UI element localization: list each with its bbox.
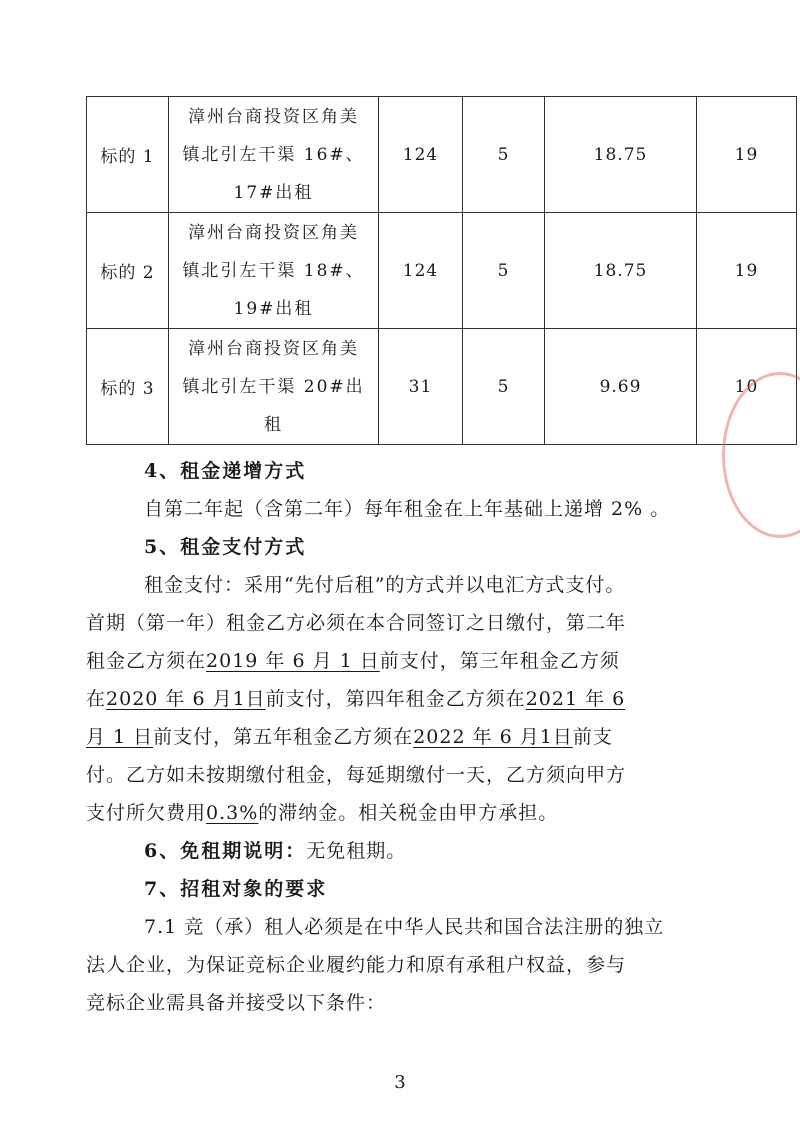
item-value-4: 10 [697,329,797,445]
table-row [87,213,797,329]
section-5-line-1: 租金支付：采用“先付后租”的方式并以电汇方式支付。 [144,574,626,596]
table-row [87,97,797,213]
late-fee-rate: 0.3% [206,802,259,824]
section-7-line-3: 竞标企业需具备并接受以下条件： [86,992,387,1014]
section-7-heading: 7、招租对象的要求 [144,878,328,900]
item-value-3: 18.75 [545,213,697,329]
section-5-line-5: 月 1 日前支付，第五年租金乙方须在2022 年 6 月1日前支 [86,726,613,748]
section-4-text: 自第二年起（含第二年）每年租金在上年基础上递增 2% 。 [144,498,671,520]
lease-items-table [86,96,797,445]
item-description: 漳州台商投资区角美 镇北引左干渠 18#、 19#出租 [169,213,379,329]
section-7-line-1: 7.1 竞（承）租人必须是在中华人民共和国合法注册的独立 [144,916,665,938]
section-7-line-2: 法人企业，为保证竞标企业履约能力和原有承租户权益，参与 [86,954,627,976]
section-5-line-2: 首期（第一年）租金乙方必须在本合同签订之日缴付，第二年 [86,612,627,634]
section-6 [144,836,704,863]
item-label: 标的 3 [87,329,169,445]
item-value-3: 9.69 [545,329,697,445]
section-5-line-3: 租金乙方须在2019 年 6 月 1 日前支付，第三年租金乙方须 [86,650,620,672]
due-date-year-5: 2022 年 6 月1日 [413,726,573,748]
item-value-4: 19 [697,213,797,329]
item-value-1: 31 [379,329,463,445]
page-number: 3 [394,1072,406,1093]
due-date-year-2: 2019 年 6 月 1 日 [206,650,380,672]
item-value-3: 18.75 [545,97,697,213]
section-5-line-6: 付。乙方如未按期缴付租金，每延期缴付一天，乙方须向甲方 [86,764,627,786]
due-date-year-4: 2021 年 6 [525,688,626,710]
section-4-heading: 4、租金递增方式 [144,460,307,482]
item-value-1: 124 [379,97,463,213]
item-description: 漳州台商投资区角美 镇北引左干渠 16#、 17#出租 [169,97,379,213]
item-value-4: 19 [697,97,797,213]
section-5-heading: 5、租金支付方式 [144,536,307,558]
section-5-line-7: 支付所欠费用0.3%的滞纳金。相关税金由甲方承担。 [86,802,559,824]
item-description: 漳州台商投资区角美 镇北引左干渠 20#出 租 [169,329,379,445]
section-6-heading: 6、免租期说明： [144,840,307,862]
section-5-line-4: 在2020 年 6 月1日前支付，第四年租金乙方须在2021 年 6 [86,688,626,710]
item-value-2: 5 [463,97,545,213]
due-date-year-3: 2020 年 6 月1日 [106,688,266,710]
section-6-text: 无免租期。 [306,840,407,862]
item-value-2: 5 [463,213,545,329]
item-label: 标的 2 [87,213,169,329]
item-value-1: 124 [379,213,463,329]
table-row [87,329,797,445]
item-label: 标的 1 [87,97,169,213]
item-value-2: 5 [463,329,545,445]
